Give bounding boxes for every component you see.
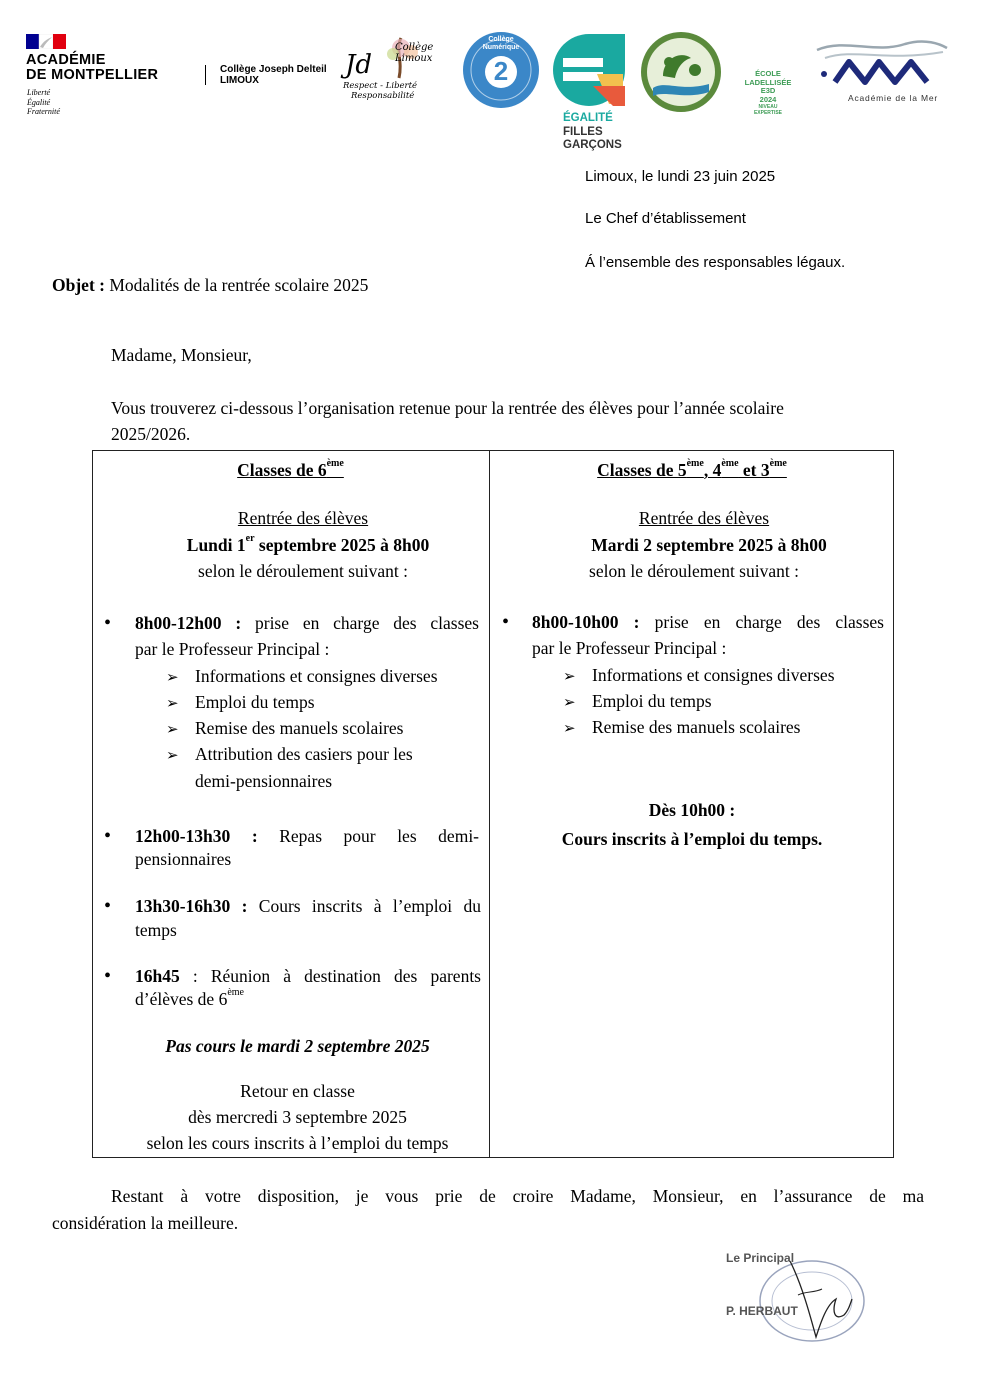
devise — [27, 88, 60, 117]
e3d-line3: E3D — [760, 86, 776, 95]
left-item-4-line1 — [135, 966, 481, 987]
left-date — [92, 535, 524, 556]
e3d-line1: ÉCOLE — [755, 69, 781, 78]
jd-motto-2: Responsabilité — [351, 91, 415, 101]
right-date: Mardi 2 septembre 2025 à 8h00 — [591, 535, 827, 555]
left-item-1-line1 — [135, 613, 479, 634]
college-name: Collège Joseph Delteil — [220, 64, 327, 75]
left-item-4-sup: ème — [227, 987, 244, 998]
right-heading — [490, 460, 894, 481]
devise-liberte: Liberté — [27, 88, 51, 97]
left-subitem-2: Emploi du temps — [195, 692, 315, 712]
egalite-word: ÉGALITÉ — [563, 112, 613, 124]
right-heading-sup2: ème — [721, 458, 739, 469]
left-heading-text: Classes de 6 — [237, 460, 327, 480]
left-bullet-4: • — [104, 965, 112, 987]
pas-cours: Pas cours le mardi 2 septembre 2025 — [165, 1036, 430, 1056]
left-subitem-4: Attribution des casiers pour les — [195, 744, 413, 764]
college-numerique-logo — [461, 30, 541, 110]
left-date-a: Lundi 1 — [186, 535, 246, 555]
date-line: Limoux, le lundi 23 juin 2025 — [585, 168, 776, 185]
jd-college-label: Collège Limoux — [395, 42, 434, 64]
academie-mer-text: Académie de la Mer — [848, 93, 938, 103]
right-des-text: Cours inscrits à l’emploi du temps. — [561, 829, 823, 849]
objet-line — [52, 275, 368, 296]
right-subitem-1: Informations et consignes diverses — [592, 665, 835, 685]
closing-line-1-text: Restant à votre disposition, je vous prie de croire Madame, Monsieur, en l’assurance de ma — [111, 1186, 924, 1206]
left-bullet-1: • — [104, 612, 112, 634]
right-item-1-line1 — [532, 612, 884, 633]
right-bullet-1: • — [502, 611, 510, 633]
egalite-text — [563, 112, 622, 153]
right-des-heure: Dès 10h00 : — [648, 800, 736, 820]
left-item-4-line2 — [135, 989, 244, 1010]
left-subitem-1: Informations et consignes diverses — [195, 666, 438, 686]
jd-motto-1: Respect - Liberté — [343, 81, 418, 91]
devise-fraternite: Fraternité — [27, 107, 60, 116]
left-item-3-time: 13h30-16h30 : — [135, 896, 248, 916]
left-item-2-text: Repas pour les demi- — [257, 826, 480, 846]
retour-line-3: selon les cours inscrits à l’emploi du temps — [146, 1133, 449, 1153]
college-name-block — [220, 64, 327, 86]
right-heading-sup1: ème — [686, 458, 704, 469]
left-heading-sup: ème — [326, 458, 344, 469]
retour-line-1: Retour en classe — [240, 1081, 355, 1101]
right-arrow-1: ➢ — [563, 667, 576, 685]
e3d-line2: LADELLISÉE — [744, 77, 792, 87]
academie-line1: ACADÉMIE — [26, 52, 106, 68]
left-item-1-line2: par le Professeur Principal : — [135, 639, 330, 659]
school-stamp — [740, 1255, 870, 1345]
closing-line-1 — [111, 1186, 924, 1207]
left-date-b: septembre 2025 à 8h00 — [254, 535, 430, 555]
ecology-logo — [639, 30, 723, 114]
objet-text: Modalités de la rentrée scolaire 2025 — [109, 275, 369, 295]
numerique-text: Collège Numérique — [482, 36, 520, 51]
right-subitem-2: Emploi du temps — [592, 691, 712, 711]
sender-line: Le Chef d’établissement — [585, 210, 746, 227]
retour-line-2: dès mercredi 3 septembre 2025 — [188, 1107, 407, 1127]
e3d-line5: NIVEAU — [758, 104, 778, 110]
right-subitem-3: Remise des manuels scolaires — [592, 717, 801, 737]
left-deroulement: selon le déroulement suivant : — [198, 561, 408, 581]
e3d-line4: 2024 — [759, 94, 777, 104]
left-arrow-2: ➢ — [166, 694, 179, 712]
salutation: Madame, Monsieur, — [111, 345, 252, 365]
marianne-logo — [26, 33, 66, 48]
right-item-1-text: prise en charge des classes — [639, 612, 884, 632]
right-item-1-line2: par le Professeur Principal : — [532, 638, 727, 658]
left-item-3-line1 — [135, 896, 481, 917]
left-item-2-line2: pensionnaires — [135, 849, 232, 869]
right-heading-b: , 4 — [703, 460, 722, 480]
filles-word: FILLES — [563, 125, 603, 138]
right-heading-sup3: ème — [769, 458, 787, 469]
academie-name — [26, 53, 158, 83]
college-city: LIMOUX — [220, 75, 259, 86]
left-bullet-2: • — [104, 825, 112, 847]
objet-label: Objet : — [52, 275, 105, 295]
right-rentree — [490, 508, 918, 529]
signature-title: Le Principal — [726, 1251, 795, 1265]
closing-line-2: considération la meilleure. — [52, 1213, 239, 1233]
e3d-label — [738, 70, 798, 122]
right-arrow-2: ➢ — [563, 693, 576, 711]
left-item-3-text: Cours inscrits à l’emploi du — [247, 896, 481, 916]
egalite-logo — [553, 34, 633, 156]
academie-mer-logo — [815, 40, 950, 106]
left-arrow-4: ➢ — [166, 746, 179, 764]
devise-egalite: Égalité — [27, 97, 51, 107]
left-arrow-1: ➢ — [166, 668, 179, 686]
right-rentree-text: Rentrée des élèves — [638, 508, 770, 528]
intro-line-2: 2025/2026. — [111, 424, 191, 444]
left-item-4-time: 16h45 — [135, 966, 180, 986]
garcons-word: GARÇONS — [563, 139, 622, 151]
e3d-line6: EXPERTISE — [753, 110, 783, 116]
left-rentree-text: Rentrée des élèves — [237, 508, 369, 528]
right-item-1-time: 8h00-10h00 : — [532, 612, 640, 632]
intro-line-1: Vous trouverez ci-dessous l’organisation retenue pour la rentrée des élèves pour l’année scolaire — [111, 398, 784, 418]
left-subitem-3: Remise des manuels scolaires — [195, 718, 404, 738]
left-item-1-text: prise en charge des classes — [241, 613, 479, 633]
left-heading — [92, 460, 489, 481]
college-jd-logo — [343, 30, 453, 106]
left-rentree — [92, 508, 514, 529]
left-item-1-time: 8h00-12h00 : — [135, 613, 242, 633]
left-item-2-time: 12h00-13h30 : — [135, 826, 258, 846]
left-item-2-line1 — [135, 826, 479, 847]
left-subitem-4-line2: demi-pensionnaires — [195, 771, 333, 791]
right-heading-c: et 3 — [738, 460, 770, 480]
jd-letters: Jd — [345, 50, 373, 80]
left-arrow-3: ➢ — [166, 720, 179, 738]
right-deroulement: selon le déroulement suivant : — [589, 561, 799, 581]
header-divider — [205, 65, 206, 85]
left-item-3-line2: temps — [135, 920, 177, 940]
numerique-digit: 2 — [493, 56, 509, 86]
left-item-4-line2-text: d’élèves de 6 — [135, 989, 228, 1009]
recipient-line: Á l’ensemble des responsables légaux. — [585, 254, 846, 271]
right-arrow-3: ➢ — [563, 719, 576, 737]
left-date-sup: er — [245, 533, 255, 544]
left-bullet-3: • — [104, 895, 112, 917]
left-item-4-text: : Réunion à destination des parents — [179, 966, 481, 986]
signature-name: P. HERBAUT — [726, 1304, 798, 1318]
academie-line2: DE MONTPELLIER — [26, 67, 159, 83]
right-heading-a: Classes de 5 — [597, 460, 687, 480]
